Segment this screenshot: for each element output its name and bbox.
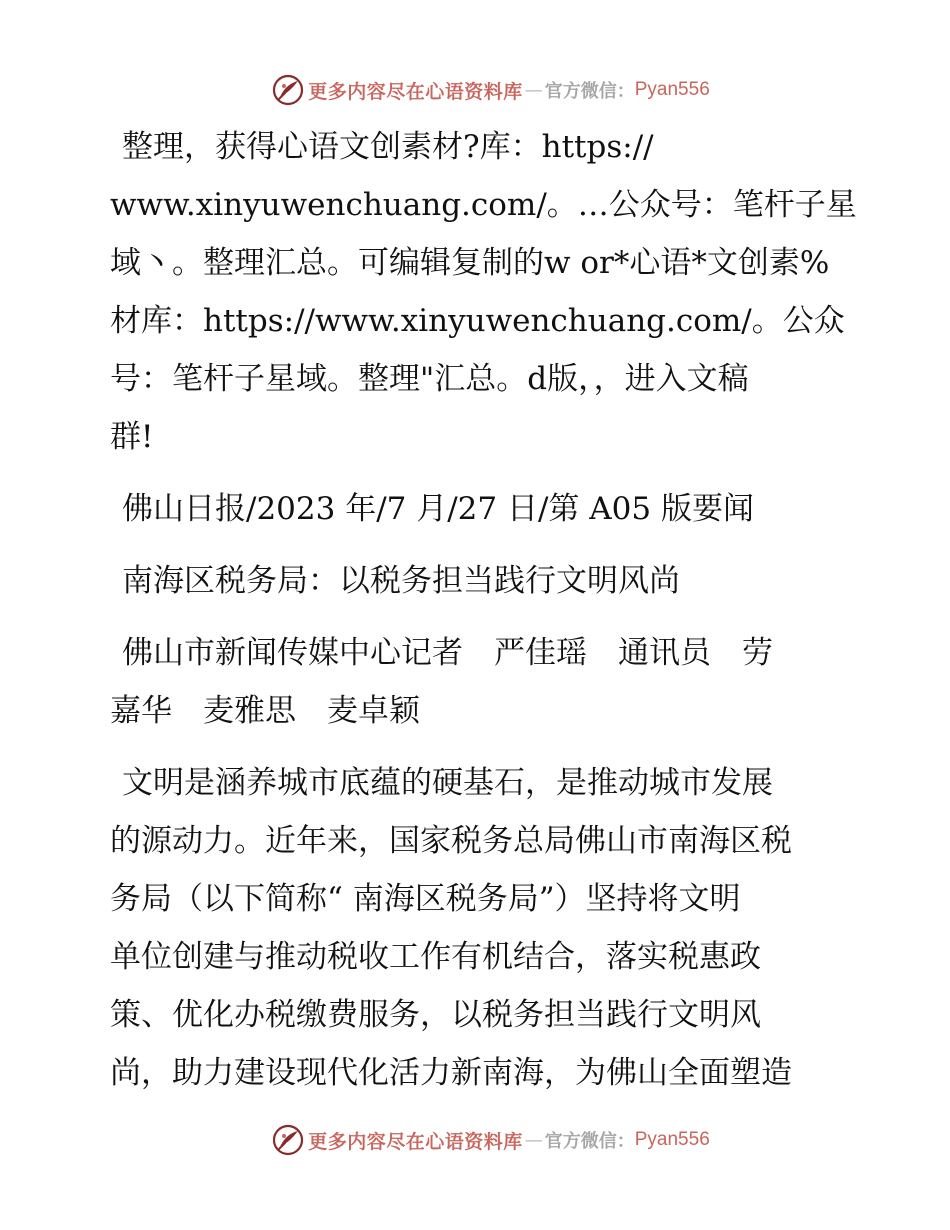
header-banner	[0, 72, 950, 108]
text-line: 佛山市新闻传媒中心记者 严佳瑶 通讯员 劳	[122, 635, 773, 671]
text-line: 单位创建与推动税收工作有机结合，落实税惠政	[110, 939, 761, 975]
document-body	[98, 118, 858, 1116]
banner-title: 更多内容尽在心语资料库	[308, 1130, 523, 1153]
footer-banner	[0, 1122, 950, 1158]
text-line: 嘉华 麦雅思 麦卓颖	[110, 693, 420, 729]
banner-separator: —	[524, 1129, 543, 1151]
text-line: 群!	[110, 419, 154, 455]
text-line: 域丶。整理汇总。可编辑复制的w or*心语*文创素%	[110, 245, 830, 281]
quill-logo-icon	[272, 74, 304, 106]
text-line: 佛山日报/2023 年/7 月/27 日/第 A05 版要闻	[122, 491, 754, 527]
article-title	[98, 552, 858, 610]
text-line: 策、优化办税缴费服务，以税务担当践行文明风	[110, 997, 761, 1033]
banner-wechat-id: Pyan556	[634, 1129, 710, 1150]
text-line: 材库：https://www.xinyuwenchuang.com/。公众	[110, 303, 845, 339]
banner-wechat-label: 官方微信：	[544, 1131, 635, 1152]
banner-separator: —	[524, 79, 543, 101]
intro-paragraph	[98, 118, 858, 466]
quill-logo-icon	[272, 1124, 304, 1156]
byline	[98, 624, 858, 740]
text-line: 号：笔杆子星域。整理"汇总。d版，，进入文稿	[110, 361, 749, 397]
text-line: 南海区税务局：以税务担当践行文明风尚	[122, 563, 680, 599]
source-line	[98, 480, 858, 538]
text-line: www.xinyuwenchuang.com/。…公众号：笔杆子星	[110, 187, 857, 223]
banner-wechat-label: 官方微信：	[544, 81, 635, 102]
banner-content	[272, 1124, 710, 1156]
text-line: 文明是涵养城市底蕴的硬基石，是推动城市发展	[122, 765, 773, 801]
body-paragraph	[98, 754, 858, 1102]
text-line: 整理，获得心语文创素材?库：https://	[122, 129, 654, 165]
banner-content	[272, 74, 710, 106]
text-line: 务局（以下简称“ 南海区税务局”）坚持将文明	[110, 881, 741, 917]
banner-wechat-id: Pyan556	[634, 79, 710, 100]
banner-title: 更多内容尽在心语资料库	[308, 80, 523, 103]
text-line: 的源动力。近年来，国家税务总局佛山市南海区税	[110, 823, 792, 859]
text-line: 尚，助力建设现代化活力新南海，为佛山全面塑造	[110, 1055, 792, 1091]
